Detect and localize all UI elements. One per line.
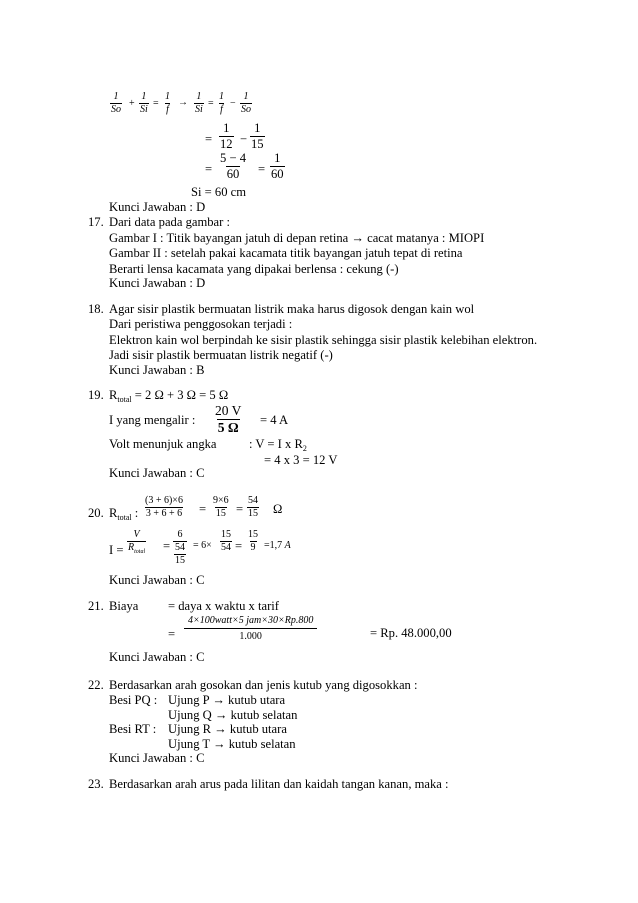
minus-sign: −	[230, 98, 236, 109]
answer-line: Ujung Q → kutub selatan	[168, 708, 298, 722]
frac-15-54: $\frac{15}{54}$	[221, 529, 231, 553]
frac-1-60: $\frac{1}{60}$	[271, 151, 284, 181]
answer-line: Ujung P → kutub utara	[168, 693, 286, 707]
answer-key: Kunci Jawaban : C	[109, 573, 205, 587]
frac-1-si-b: $\frac{1}{Si}$	[195, 91, 203, 115]
plus-sign: +	[129, 98, 135, 109]
minus-sign: −	[240, 132, 248, 146]
r-total-line: $R_{total} = 2$ Ω + 3 Ω = 5 Ω	[109, 388, 229, 404]
rod-pq-label: Besi PQ :	[109, 693, 158, 707]
r-fraction-3: $\frac{54}{15}$	[248, 495, 258, 519]
frac-1-15: $\frac{1}{15}$	[251, 121, 264, 151]
equals-sign: =	[205, 162, 213, 176]
times-six: = 6×	[193, 540, 212, 551]
frac-1-so: $\frac{1}{So}$	[111, 91, 121, 115]
cost-result: = Rp. 48.000,00	[370, 626, 452, 640]
question-number: 21.	[88, 599, 104, 613]
r-fraction-1: $\frac{(3 + 6)\times 6}{3 + 6 + 6}$	[145, 495, 183, 519]
nested-fraction: 6 54 15	[175, 529, 185, 566]
equals-sign: =	[199, 502, 207, 516]
question-number: 20.	[88, 506, 104, 520]
frac-1-so-b: $\frac{1}{So}$	[241, 91, 251, 115]
current-fraction: $\frac{20 V}{5 \Omega}$	[215, 403, 242, 435]
answer-line: Ujung R → kutub utara	[168, 722, 287, 736]
frac-1-f: $\frac{1}{f}$	[165, 91, 170, 115]
arrow-icon: →	[178, 97, 188, 108]
answer-line: Dari peristiwa penggosokan terjadi :	[109, 317, 293, 331]
frac-5m4-60: $\frac{5 - 4}{60}$	[220, 151, 246, 181]
current-result: =1,7 A	[264, 540, 291, 551]
frac-1-f-b: $\frac{1}{f}$	[219, 91, 224, 115]
equals-sign: =	[235, 539, 243, 553]
equals-sign: =	[208, 98, 214, 109]
answer-line: Berdasarkan arah arus pada lilitan dan kaidah tangan kanan, maka :	[109, 777, 449, 791]
equals-sign: =	[163, 539, 171, 553]
equals-sign: =	[258, 162, 266, 176]
si-result: Si = 60 cm	[191, 185, 247, 199]
answer-line: Berdasarkan arah gosokan dan jenis kutub yang digosokkan :	[109, 678, 418, 692]
question-number: 22.	[88, 678, 104, 692]
answer-line: Agar sisir plastik bermuatan listrik maka harus digosok dengan kain wol	[109, 302, 475, 316]
answer-line: Dari data pada gambar :	[109, 215, 230, 229]
current-result: = 4 A	[260, 413, 289, 427]
answer-line: Ujung T → kutub selatan	[168, 737, 296, 751]
r-total-label: $R_{total}$ :	[109, 506, 139, 522]
v-over-r: V $R_{total}$	[128, 529, 146, 555]
answer-key: Kunci Jawaban : B	[109, 363, 205, 377]
answer-line: Gambar I : Titik bayangan jatuh di depan retina → cacat matanya : MIOPI	[109, 231, 485, 245]
answer-key: Kunci Jawaban : C	[109, 751, 205, 765]
question-number: 17.	[88, 215, 104, 229]
r-fraction-2: $\frac{9\times 6}{15}$	[213, 495, 229, 519]
answer-key: Kunci Jawaban : C	[109, 650, 205, 664]
answer-line: Elektron kain wol berpindah ke sisir plastik sehingga sisir plastik kelebihan elektron.	[109, 333, 538, 347]
answer-line: Berarti lensa kacamata yang dipakai berlensa : cekung (-)	[109, 262, 399, 276]
equals-sign: =	[153, 98, 159, 109]
rod-rt-label: Besi RT :	[109, 722, 157, 736]
question-number: 23.	[88, 777, 104, 791]
frac-15-9: $\frac{15}{9}$	[248, 529, 258, 553]
volt-label: Volt menunjuk angka	[109, 437, 217, 451]
answer-key: Kunci Jawaban : D	[109, 276, 206, 290]
answer-key: Kunci Jawaban : C	[109, 466, 205, 480]
answer-key: Kunci Jawaban : D	[109, 200, 206, 214]
cost-fraction: 4×100watt×5 jam×30×Rp.800 1.000	[185, 616, 316, 642]
question-number: 18.	[88, 302, 104, 316]
current-label: I yang mengalir :	[109, 413, 196, 427]
volt-equation: : V = I x $R_2$	[249, 437, 307, 453]
frac-1-si: $\frac{1}{Si}$	[140, 91, 148, 115]
equals-sign: =	[236, 502, 244, 516]
frac-1-12: $\frac{1}{12}$	[220, 121, 233, 151]
current-label: I =	[109, 543, 124, 557]
cost-formula: = daya x waktu x tarif	[168, 599, 279, 613]
equals-sign: =	[205, 132, 213, 146]
question-number: 19.	[88, 388, 104, 402]
cost-label: Biaya	[109, 599, 139, 613]
volt-result: = 4 x 3 = 12 V	[264, 453, 338, 467]
answer-line: Jadi sisir plastik bermuatan listrik negatif (-)	[109, 348, 333, 362]
answer-line: Gambar II : setelah pakai kacamata titik bayangan jatuh tepat di retina	[109, 246, 463, 260]
ohm-unit: Ω	[273, 502, 283, 516]
equals-sign: =	[168, 627, 176, 641]
